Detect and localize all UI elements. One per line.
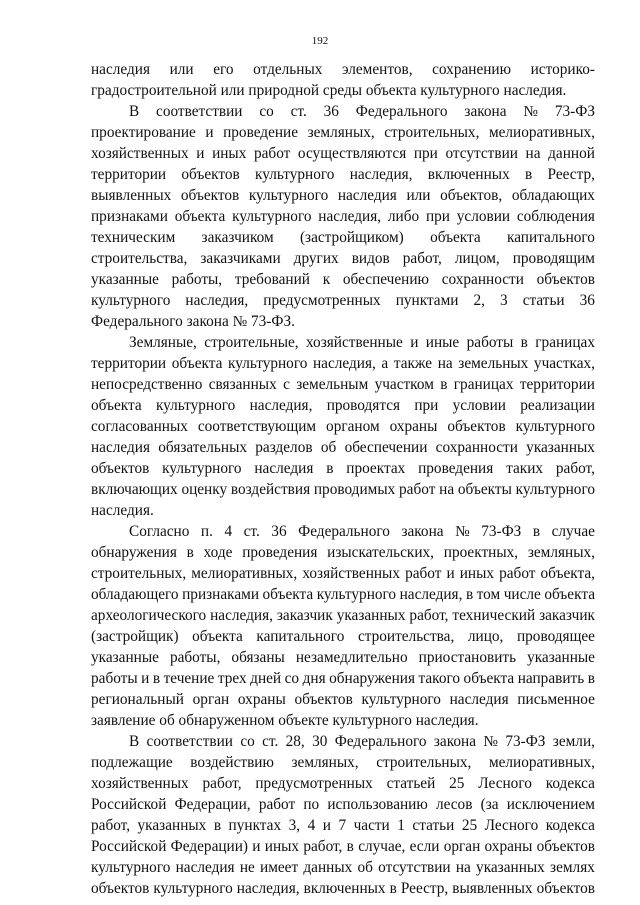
- text-line: территории объектов культурного наследия, включенных в Реестр,: [91, 166, 595, 183]
- text-line: наследия обязательных разделов об обеспечении сохранности указанных: [91, 439, 595, 456]
- text-line: признаками объекта культурного наследия, либо при условии соблюдения: [91, 208, 595, 225]
- text-line: объекта культурного наследия, проводятся при условии реализации: [91, 397, 595, 414]
- text-line: наследия.: [91, 502, 154, 519]
- text-line: наследия или его отдельных элементов, сохранению историко-: [91, 61, 595, 78]
- text-line: обнаружения в ходе проведения изыскательских, проектных, земляных,: [91, 544, 595, 561]
- text-line: (застройщик) объекта капитального строительства, лицо, проводящее: [91, 628, 595, 645]
- text-line: объектов культурного наследия в проектах проведения таких работ,: [91, 460, 595, 477]
- text-line: работ, указанных в пунктах 3, 4 и 7 части 1 статьи 25 Лесного кодекса: [91, 817, 595, 834]
- text-line: заявление об обнаруженном объекте культурного наследия.: [91, 712, 479, 729]
- text-line: региональный орган охраны объектов культурного наследия письменное: [91, 691, 595, 708]
- paragraph: [91, 59, 595, 101]
- paragraph: [91, 101, 595, 332]
- text-line: хозяйственных и иных работ осуществляются при отсутствии на данной: [91, 145, 595, 162]
- text-line: В соответствии со ст. 28, 30 Федерального закона № 73-ФЗ земли,: [129, 733, 595, 750]
- text-line: указанные работы, обязаны незамедлительно приостановить указанные: [91, 649, 595, 666]
- text-line: археологического наследия, заказчик указанных работ, технический заказчик: [91, 607, 595, 624]
- text-line: обладающего признаками объекта культурного наследия, в том числе объекта: [91, 586, 595, 603]
- page-number: 192: [311, 35, 329, 47]
- text-line: Согласно п. 4 ст. 36 Федерального закона № 73-ФЗ в случае: [129, 523, 595, 540]
- paragraph: [91, 731, 595, 899]
- text-line: Земляные, строительные, хозяйственные и иные работы в границах: [129, 334, 595, 351]
- text-line: Российской Федерации) и иных работ, в случае, если орган охраны объектов: [91, 838, 595, 855]
- document-body: [91, 59, 595, 899]
- text-line: В соответствии со ст. 36 Федерального закона № 73-ФЗ: [129, 103, 595, 120]
- text-line: объектов культурного наследия, включенных в Реестр, выявленных объектов: [91, 880, 595, 897]
- text-line: работы и в течение трех дней со дня обнаружения такого объекта направить в: [91, 670, 595, 687]
- text-line: Федерального закона № 73-ФЗ.: [91, 313, 295, 330]
- paragraph: [91, 521, 595, 731]
- text-line: Российской Федерации, работ по использованию лесов (за исключением: [91, 796, 595, 813]
- text-line: непосредственно связанных с земельным участком в границах территории: [91, 376, 595, 393]
- paragraph: [91, 332, 595, 521]
- text-line: включающих оценку воздействия проводимых работ на объекты культурного: [91, 481, 595, 498]
- text-line: строительства, заказчиками других видов работ, лицом, проводящим: [91, 250, 595, 267]
- text-line: территории объекта культурного наследия, а также на земельных участках,: [91, 355, 595, 372]
- text-line: подлежащие воздействию земляных, строительных, мелиоративных,: [91, 754, 595, 771]
- text-line: выявленных объектов культурного наследия или объектов, обладающих: [91, 187, 595, 204]
- text-line: культурного наследия не имеет данных об отсутствии на указанных землях: [91, 859, 595, 876]
- text-line: градостроительной или природной среды объекта культурного наследия.: [91, 82, 567, 99]
- text-line: указанные работы, требований к обеспечению сохранности объектов: [91, 271, 595, 288]
- text-line: хозяйственных работ, предусмотренных статьей 25 Лесного кодекса: [91, 775, 595, 792]
- text-line: строительных, мелиоративных, хозяйственных работ и иных работ объекта,: [91, 565, 595, 582]
- text-line: согласованных соответствующим органом охраны объектов культурного: [91, 418, 595, 435]
- text-line: техническим заказчиком (застройщиком) объекта капитального: [91, 229, 595, 246]
- text-line: культурного наследия, предусмотренных пунктами 2, 3 статьи 36: [91, 292, 595, 309]
- text-line: проектирование и проведение земляных, строительных, мелиоративных,: [91, 124, 595, 141]
